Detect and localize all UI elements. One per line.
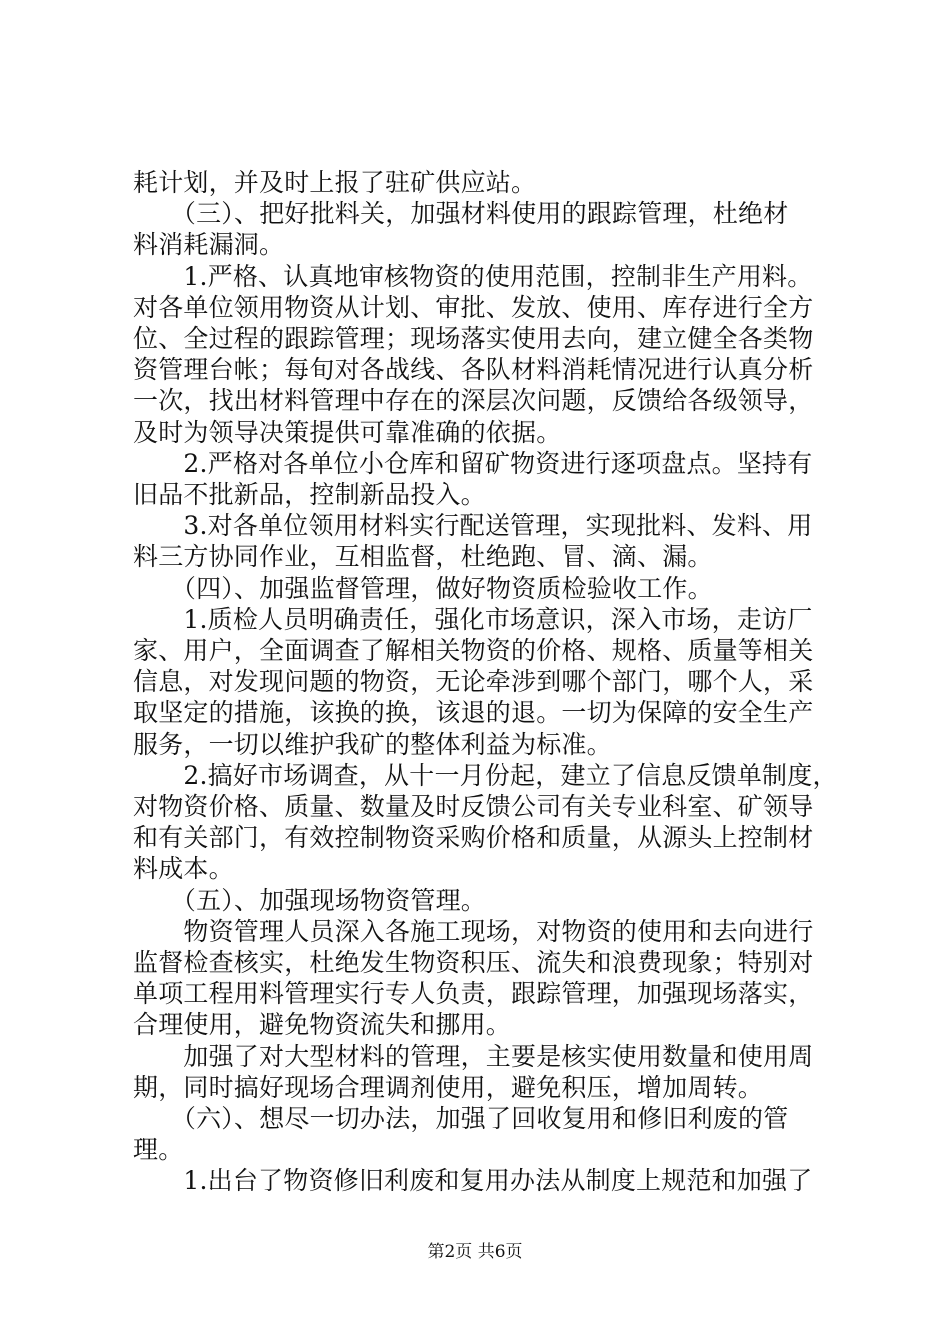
- text-line: 物资管理人员深入各施工现场，对物资的使用和去向进行: [133, 917, 814, 946]
- text-line: 耗计划，并及时上报了驻矿供应站。: [133, 168, 537, 197]
- text-line: 2.严格对各单位小仓库和留矿物资进行逐项盘点。坚持有: [133, 449, 813, 478]
- text-line: （四）、加强监督管理，做好物资质检验收工作。: [133, 574, 713, 603]
- text-line: 对物资价格、质量、数量及时反馈公司有关专业科室、矿领导: [133, 792, 814, 821]
- text-line: 2.搞好市场调查，从十一月份起，建立了信息反馈单制度，: [133, 761, 838, 790]
- text-line: 理。: [133, 1135, 184, 1164]
- text-line: 服务，一切以维护我矿的整体利益为标准。: [133, 730, 612, 759]
- text-line: 料成本。: [133, 854, 234, 883]
- page-footer: 第2页 共6页: [427, 1242, 523, 1262]
- text-line: 1.质检人员明确责任，强化市场意识，深入市场，走访厂: [133, 605, 813, 634]
- text-line: 及时为领导决策提供可靠准确的依据。: [133, 418, 562, 447]
- text-line: 料消耗漏洞。: [133, 230, 285, 259]
- text-line: 期，同时搞好现场合理调剂使用，避免积压，增加周转。: [133, 1073, 764, 1102]
- text-line: （六）、想尽一切办法，加强了回收复用和修旧利废的管: [133, 1104, 789, 1133]
- text-line: 取坚定的措施，该换的换，该退的退。一切为保障的安全生产: [133, 698, 814, 727]
- text-line: 1.严格、认真地审核物资的使用范围，控制非生产用料。: [133, 262, 813, 291]
- text-line: 家、用户，全面调查了解相关物资的价格、规格、质量等相关: [133, 636, 814, 665]
- text-line: 旧品不批新品，控制新品投入。: [133, 480, 486, 509]
- text-line: （五）、加强现场物资管理。: [133, 886, 487, 915]
- text-line: 合理使用，避免物资流失和挪用。: [133, 1010, 512, 1039]
- text-line: 单项工程用料管理实行专人负责，跟踪管理，加强现场落实，: [133, 979, 814, 1008]
- text-line: 料三方协同作业，互相监督，杜绝跑、冒、滴、漏。: [133, 542, 713, 571]
- text-line: 信息，对发现问题的物资，无论牵涉到哪个部门，哪个人，采: [133, 667, 814, 696]
- text-line: 一次，找出材料管理中存在的深层次问题，反馈给各级领导，: [133, 386, 814, 415]
- text-line: （三）、把好批料关，加强材料使用的跟踪管理，杜绝材: [133, 199, 789, 228]
- text-line: 3.对各单位领用材料实行配送管理，实现批料、发料、用: [133, 511, 813, 540]
- text-line: 监督检查核实，杜绝发生物资积压、流失和浪费现象；特别对: [133, 948, 814, 977]
- text-line: 对各单位领用物资从计划、审批、发放、使用、库存进行全方: [133, 293, 814, 322]
- text-line: 加强了对大型材料的管理，主要是核实使用数量和使用周: [133, 1042, 814, 1071]
- text-line: 和有关部门，有效控制物资采购价格和质量，从源头上控制材: [133, 823, 814, 852]
- text-line: 1.出台了物资修旧利废和复用办法从制度上规范和加强了: [133, 1166, 813, 1195]
- text-line: 资管理台帐；每旬对各战线、各队材料消耗情况进行认真分析: [133, 355, 814, 384]
- text-line: 位、全过程的跟踪管理；现场落实使用去向，建立健全各类物: [133, 324, 814, 353]
